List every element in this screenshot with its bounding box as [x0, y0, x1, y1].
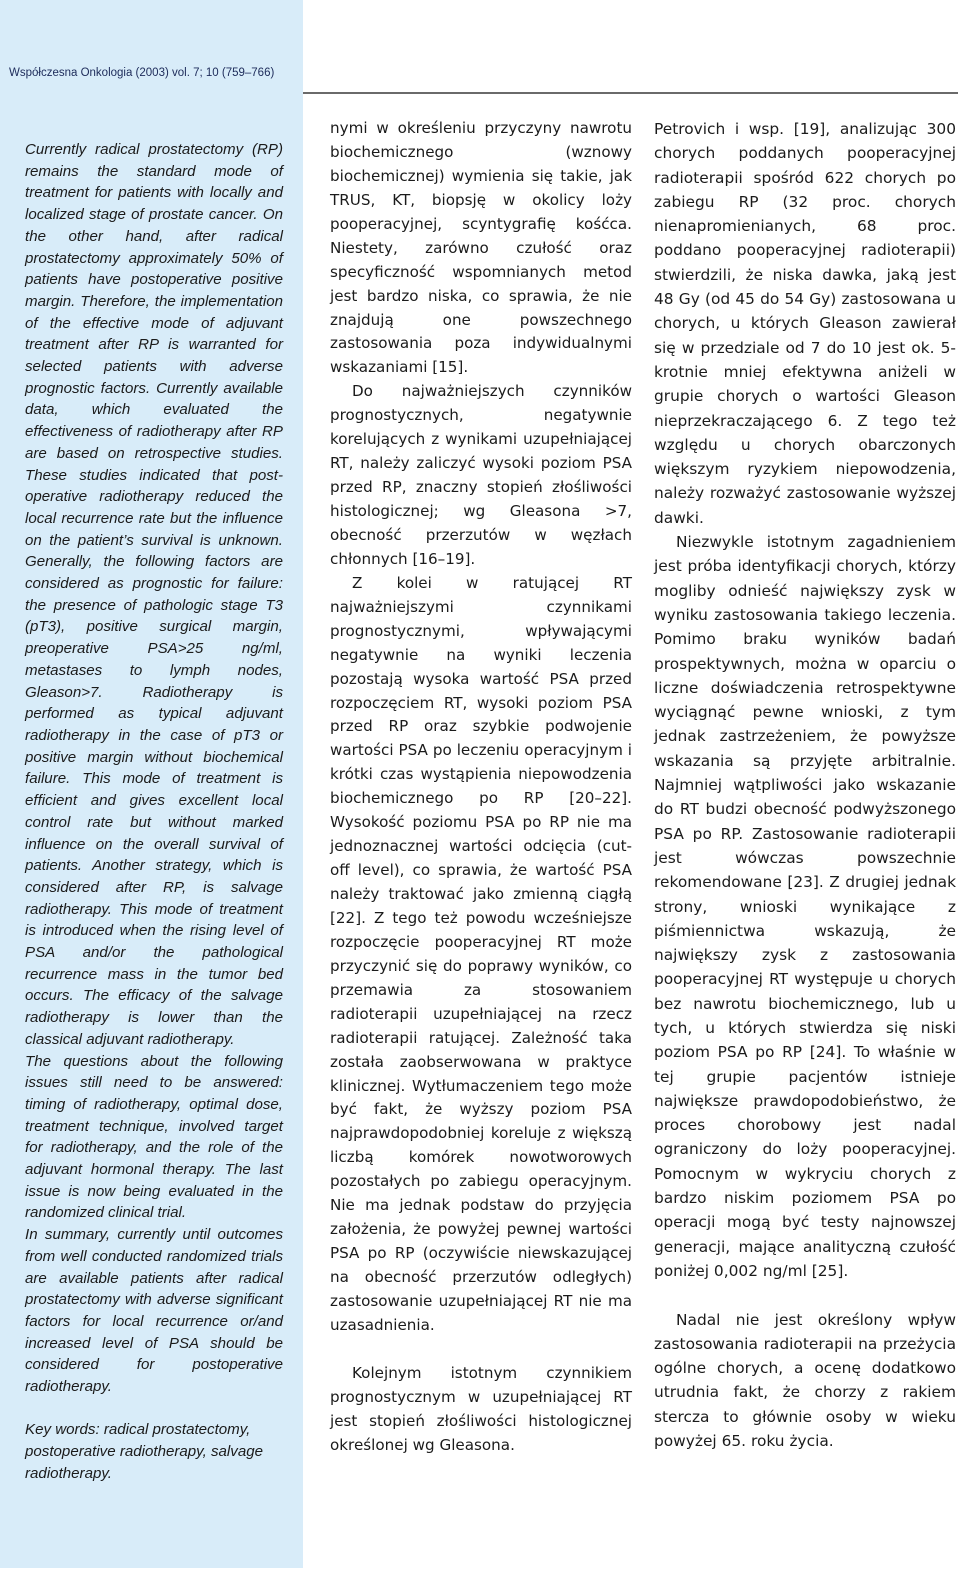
body-paragraph: Nadal nie jest określony wpływ zastosowania radioterapii na przeżycia ogólne chorych, a ocenę dodatkowo utrudnia fakt, że chorzy z rakiem stercza to głównie osoby w wieku powyżej 65. roku życia. [654, 1310, 956, 1451]
body-paragraph: Niezwykle istotnym zagadnieniem jest próba identyfikacji chorych, którzy mogliby odnieść największy zysk w wyniku zastosowania takiego leczenia. Pomimo braku wyników badań prospektywnych, można w oparciu o liczne doświadczenia retrospektywne wyciągnąć pewne wnioski, z tym jednak zastrzeżeniem, że powyższe wskazania są przyjęte arbitralnie. Najmniej wątpliwości jako wskazanie do RT budzi obecność podwyższonego PSA po RP. Zastosowanie radioterapii jest wówczas powszechnie rekomendowane [23]. Z drugiej jednak strony, wnioski wynikające z piśmiennictwa wskazują, że największy zysk z zastosowania pooperacyjnej RT występuje u chorych bez nawrotu biochemicznego, lub u tych, u których stwierdza się niski poziom PSA po RP [24]. To właśnie w tej grupie pacjentów istnieje największe prawdopodobieństwo, że proces chorobowy jest nadal ograniczony do loży pooperacyjnej. Pomocnym w wykryciu chorych z bardzo niskim poziomem PSA po operacji mogą być testy najnowszej generacji, mające analityczną czułość poniżej 0,002 ng/ml [25]. [654, 533, 956, 1280]
body-column-2 [654, 117, 956, 1453]
english-abstract [25, 139, 283, 1485]
body-paragraph: nymi w określeniu przyczyny nawrotu biochemicznego (wznowy biochemicznej) wymienia się takie, jak TRUS, KT, biopsję w okolicy loży pooperacyjnej, scyntygrafię kośćca. Niestety, zarówno czułość oraz specyficzność wspomnianych metod jest bardzo niska, co sprawia, że nie znajdują one powszechnego zastosowania poza indywidualnymi wskazaniami [15]. [330, 119, 632, 377]
header-rule [303, 92, 958, 94]
abstract-paragraph: In summary, currently until outcomes from well conducted randomized trials are available patients after radical prostatectomy with adverse significant factors for local recurrence or/and increased level of PSA should be considered for postoperative radiotherapy. [25, 1226, 283, 1396]
body-paragraph: Petrovich i wsp. [19], analizując 300 chorych poddanych pooperacyjnej radioterapii spośród 622 chorych po zabiegu RP (32 proc. chorych nienapromienianych, 68 proc. poddano pooperacyjnej radioterapii) stwierdzili, że niska dawka, jaką jest 48 Gy (od 45 do 54 Gy) zastosowana u chorych, u których Gleason zawierał się w przedziale od 7 do 10 jest ok. 5-krotnie mniej efektywna aniżeli w grupie chorych o wartości Gleason nieprzekraczającego 6. Z tego też względu u chorych obarczonych większym ryzykiem niepowodzenia, należy rozważyć zastosowanie wyższej dawki. [654, 120, 956, 527]
body-column-1 [330, 117, 632, 1458]
body-paragraph: Do najważniejszych czynników prognostycznych, negatywnie korelujących z wynikami uzupełniającej RT, należy zaliczyć wysoki poziom PSA przed RP, znaczny stopień złośliwości histologicznej; wg Gleasona >7, obecność przerzutów w węzłach chłonnych [16–19]. [330, 382, 632, 568]
abstract-paragraph: The questions about the following issues still need to be answered: timing of radiotherapy, optimal dose, treatment technique, involved target for radiotherapy, and the role of the adjuvant hormonal therapy. The last issue is now being evaluated in the randomized clinical trial. [25, 1052, 283, 1222]
body-paragraph: Kolejnym istotnym czynnikiem prognostycznym w uzupełniającej RT jest stopień złośliwości histologicznej określonej wg Gleasona. [330, 1364, 632, 1454]
body-paragraph: Z kolei w ratującej RT najważniejszymi czynnikami prognostycznymi, wpływającymi negatywnie na wyniki leczenia pozostają wysoka wartość PSA przed rozpoczęciem RT, wysoki poziom PSA przed RP oraz szybkie podwojenie wartości PSA po leczeniu operacyjnym i krótki czas wystąpienia niepowodzenia biochemicznego po RP [20–22]. Wysokość poziomu PSA po RP nie ma jednoznacznej wartości odcięcia (cut-off level), co sprawia, że wartość PSA należy traktować jako zmienną ciągłą [22]. Z tego też powodu wcześniejsze rozpoczęcie pooperacyjnej RT może przyczynić się do poprawy wyników, co przemawia za stosowaniem radioterapii uzupełniającej na rzecz radioterapii ratującej. Zależność taka została zaobserwowana w praktyce klinicznej. Wytłumaczeniem tego może być fakt, że wyższy poziom PSA najprawdopodobniej koreluje z większą liczbą komórek nowotworowych pozostałych po zabiegu operacyjnym. Nie ma jednak podstaw do przyjęcia założenia, że powyżej pewnej wartości PSA po RP (oczywiście niewskazującej na obecność przerzutów odległych) zastosowanie uzupełniającej RT nie ma uzasadnienia. [330, 573, 632, 1334]
key-words: Key words: radical prostatectomy, postoperative radiotherapy, salvage radiotherapy. [25, 1421, 264, 1482]
abstract-paragraph: Currently radical prostatectomy (RP) remains the standard mode of treatment for patients with locally and localized stage of prostate cancer. On the other hand, after radical prostatectomy approximately 50% of patients have postoperative positive margin. Therefore, the implementation of the effective mode of adjuvant treatment after RP is warranted for selected patients with adverse prognostic factors. Currently available data, which evaluated the effectiveness of radiotherapy after RP are based on retrospective studies. These studies indicated that post-operative radiotherapy reduced the local recurrence rate but the influence on the patient’s survival is unknown. Generally, the following factors are considered as prognostic for failure: the presence of pathologic stage T3 (pT3), positive surgical margin, preoperative PSA>25 ng/ml, metastases to lymph nodes, Gleason>7. Radiotherapy is performed as typical adjuvant radiotherapy in the case of pT3 or positive margin without biochemical failure. This mode of treatment is efficient and gives excellent local control rate but without marked influence on the overall survival of patients. Another strategy, which is considered after RP, is salvage radiotherapy. This mode of treatment is introduced when the rising level of PSA and/or the pathological recurrence mass in the tumor bed occurs. The efficacy of the salvage radiotherapy is lower than the classical adjuvant radiotherapy. [25, 141, 283, 1048]
journal-header: Współczesna Onkologia (2003) vol. 7; 10 (759–766) [9, 67, 275, 79]
